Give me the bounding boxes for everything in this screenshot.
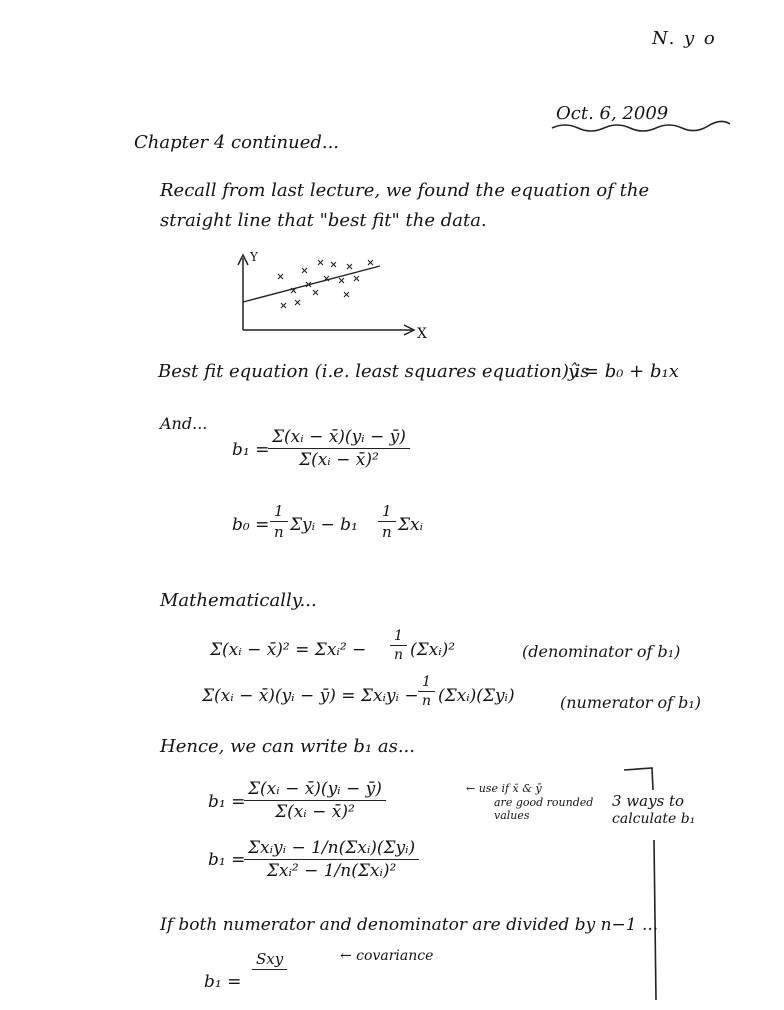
form1-numerator: Σ(xᵢ − x̄)(yᵢ − ȳ): [244, 779, 386, 801]
identity1-note: (denominator of b₁): [522, 642, 681, 661]
identity2-frac-num: 1: [418, 674, 435, 692]
recall-line-2: straight line that "best fit" the data.: [160, 210, 487, 231]
b0-frac-1-den: n: [273, 523, 284, 541]
form1-note-line1: ← use if x̄ & ȳ: [466, 782, 542, 795]
recall-line-1: Recall from last lecture, we found the equation of the: [160, 180, 650, 201]
b1-def-numerator: Σ(xᵢ − x̄)(yᵢ − ȳ): [268, 427, 410, 449]
form1-note-line3: values: [494, 809, 530, 822]
b1-def-lhs: b₁ =: [232, 440, 270, 460]
best-fit-equation: ŷ = b₀ + b₁x: [568, 361, 679, 382]
form1-lhs: b₁ =: [208, 792, 246, 812]
hence-heading: Hence, we can write b₁ as...: [160, 736, 415, 757]
best-fit-text: Best fit equation (i.e. least squares equation) is: [158, 361, 590, 382]
b0-def-tail: Σxᵢ: [398, 515, 424, 535]
divided-text: If both numerator and denominator are divided by n−1 ...: [160, 915, 659, 935]
chapter-title: Chapter 4 continued...: [134, 132, 340, 153]
form3-fraction: [252, 950, 287, 970]
and-text: And...: [160, 414, 208, 433]
b0-def-lhs: b₀ =: [232, 515, 270, 535]
sketch-y-label: Y: [250, 250, 258, 264]
side-note-line1: 3 ways to: [612, 792, 685, 810]
identity1-rhs: (Σxᵢ)²: [410, 640, 456, 660]
identity1-frac-den: n: [393, 647, 403, 663]
identity2-lhs: Σ(xᵢ − x̄)(yᵢ − ȳ) = Σxᵢyᵢ −: [202, 686, 419, 706]
form2-denominator: Σxᵢ² − 1/n(Σxᵢ)²: [266, 861, 397, 881]
b0-frac-2-den: n: [381, 523, 392, 541]
form2-numerator: Σxᵢyᵢ − 1/n(Σxᵢ)(Σyᵢ): [244, 838, 419, 860]
b1-def-denominator: Σ(xᵢ − x̄)²: [299, 450, 379, 470]
b0-def-middle: Σyᵢ − b₁: [290, 515, 358, 535]
covariance-note: ← covariance: [340, 948, 434, 964]
identity2-rhs: (Σxᵢ)(Σyᵢ): [438, 686, 515, 706]
b0-frac-1-num: 1: [270, 502, 288, 522]
form1-note-line2: are good rounded: [494, 796, 594, 809]
identity1-lhs: Σ(xᵢ − x̄)² = Σxᵢ² −: [210, 640, 367, 660]
form2-lhs: b₁ =: [208, 850, 246, 870]
b0-frac-2-num: 1: [378, 502, 396, 522]
form1-denominator: Σ(xᵢ − x̄)²: [275, 802, 355, 822]
form3-lhs: b₁ =: [204, 972, 242, 992]
identity2-frac-den: n: [421, 693, 431, 709]
form3-numerator: Sxy: [252, 950, 287, 970]
form2-fraction: [244, 838, 419, 881]
lecture-date: Oct. 6, 2009: [556, 103, 669, 124]
side-note-line2: calculate b₁: [612, 811, 696, 827]
sketch-x-label: X: [417, 326, 427, 342]
corner-page-number: N. y o: [652, 28, 717, 49]
mathematically-heading: Mathematically...: [160, 590, 317, 611]
identity2-note: (numerator of b₁): [560, 693, 702, 712]
identity1-frac-num: 1: [390, 628, 407, 646]
